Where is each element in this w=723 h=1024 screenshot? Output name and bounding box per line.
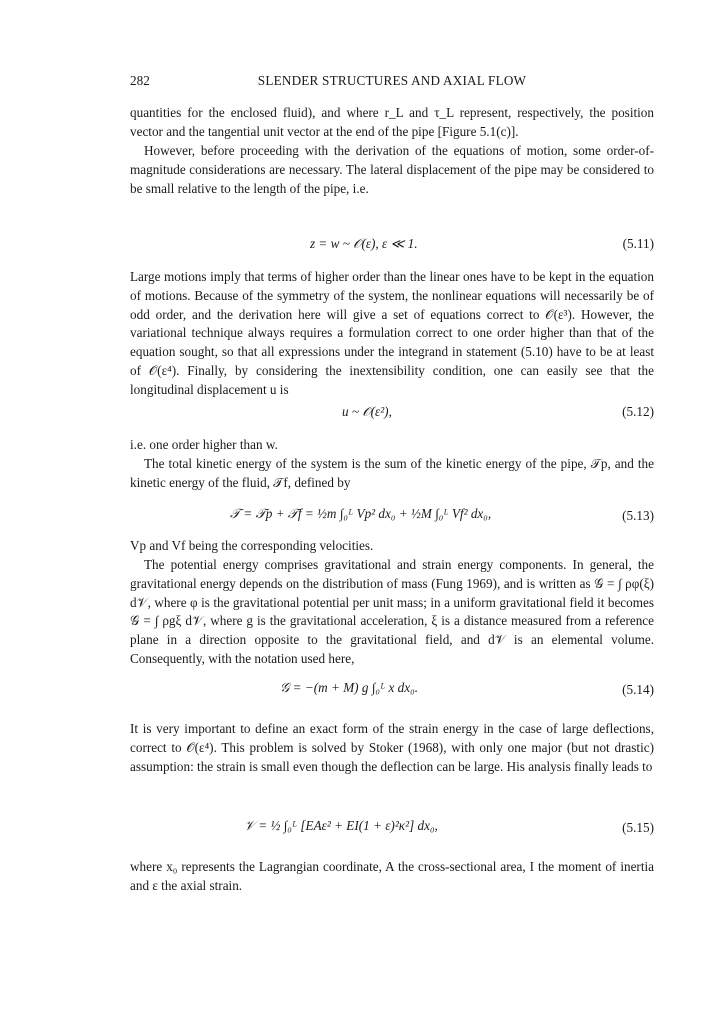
equation-5-13-body: 𝒯 = 𝒯p + 𝒯f = ½m ∫₀ᴸ Vp² dx₀ + ½M ∫₀ᴸ Vf² dx₀, xyxy=(230,506,492,521)
equation-5-14-number: (5.14) xyxy=(622,682,654,697)
page-number: 282 xyxy=(130,73,150,88)
paragraph-4a: i.e. one order higher than w. xyxy=(130,437,278,452)
paragraph-8: where x₀ represents the Lagrangian coordinate, A the cross-sectional area, I the moment of inertia and ε the axial strain. xyxy=(130,859,654,893)
paragraph-1: quantities for the enclosed fluid), and where r_L and τ_L represent, respectively, the position vector and the tangential unit vector at the end of the pipe [Figure 5.1(c)]. xyxy=(130,105,654,139)
equation-5-15 xyxy=(130,816,654,844)
equation-5-14 xyxy=(130,678,654,706)
paragraph-4b: The total kinetic energy of the system is the sum of the kinetic energy of the pipe, 𝒯p, and the kinetic energy of the fluid, 𝒯f, defined by xyxy=(130,456,654,490)
equation-5-12 xyxy=(130,404,654,426)
paragraph-7: It is very important to define an exact form of the strain energy in the case of large deflections, correct to 𝒪(ε⁴). This problem is solved by Stoker (1968), with only one major (but not drastic) assumption: the strain is small even though the deflection can be large. His analysis finally leads to xyxy=(130,721,654,774)
equation-5-11-number: (5.11) xyxy=(622,236,654,251)
equation-5-15-body: 𝒱 = ½ ∫₀ᴸ [EAε² + EI(1 + ε)²κ²] dx₀, xyxy=(244,818,438,833)
equation-5-11-body: z = w ~ 𝒪(ε), ε ≪ 1. xyxy=(310,236,418,251)
equation-5-12-body: u ~ 𝒪(ε²), xyxy=(342,404,392,419)
equation-5-13 xyxy=(130,504,654,532)
equation-5-15-number: (5.15) xyxy=(622,820,654,835)
paragraph-3: Large motions imply that terms of higher order than the linear ones have to be kept in the equation of motions. Because of the symmetry of the system, the nonlinear equations will necessarily be of odd order, and the derivation here will give a set of equations correct to 𝒪(ε³). However, the variational technique always requires a formulation correct to one order higher than that of the equation sought, so that all expressions under the integrand in statement (5.10) have to be at least of 𝒪(ε⁴). Finally, by considering the inextensibility condition, one can easily see that the longitudinal displacement u is xyxy=(130,269,654,397)
equation-5-13-number: (5.13) xyxy=(622,508,654,523)
paragraph-5: Vp and Vf being the corresponding velocities. xyxy=(130,538,374,553)
paragraph-2: However, before proceeding with the derivation of the equations of motion, some order-of-magnitude considerations are necessary. The lateral displacement of the pipe may be considered to be small relative to the length of the pipe, i.e. xyxy=(130,143,654,196)
equation-5-12-number: (5.12) xyxy=(622,404,654,419)
paragraph-6: The potential energy comprises gravitational and strain energy components. In general, the gravitational energy depends on the distribution of mass (Fung 1969), and is written as 𝒢 = ∫ ρφ(ξ) d𝒱, where φ is the gravitational potential per unit mass; in a uniform gravitational field it becomes 𝒢 = ∫ ρgξ d𝒱, where g is the gravitational acceleration, ξ is a distance measured from a reference plane in a direction opposite to the gravitational field, and d𝒱 is an elemental volume. Consequently, with the notation used here, xyxy=(130,557,654,666)
equation-5-14-body: 𝒢 = −(m + M) g ∫₀ᴸ x dx₀. xyxy=(280,680,418,695)
page-header xyxy=(130,73,654,93)
running-title: SLENDER STRUCTURES AND AXIAL FLOW xyxy=(257,73,527,88)
equation-5-11 xyxy=(130,236,654,258)
